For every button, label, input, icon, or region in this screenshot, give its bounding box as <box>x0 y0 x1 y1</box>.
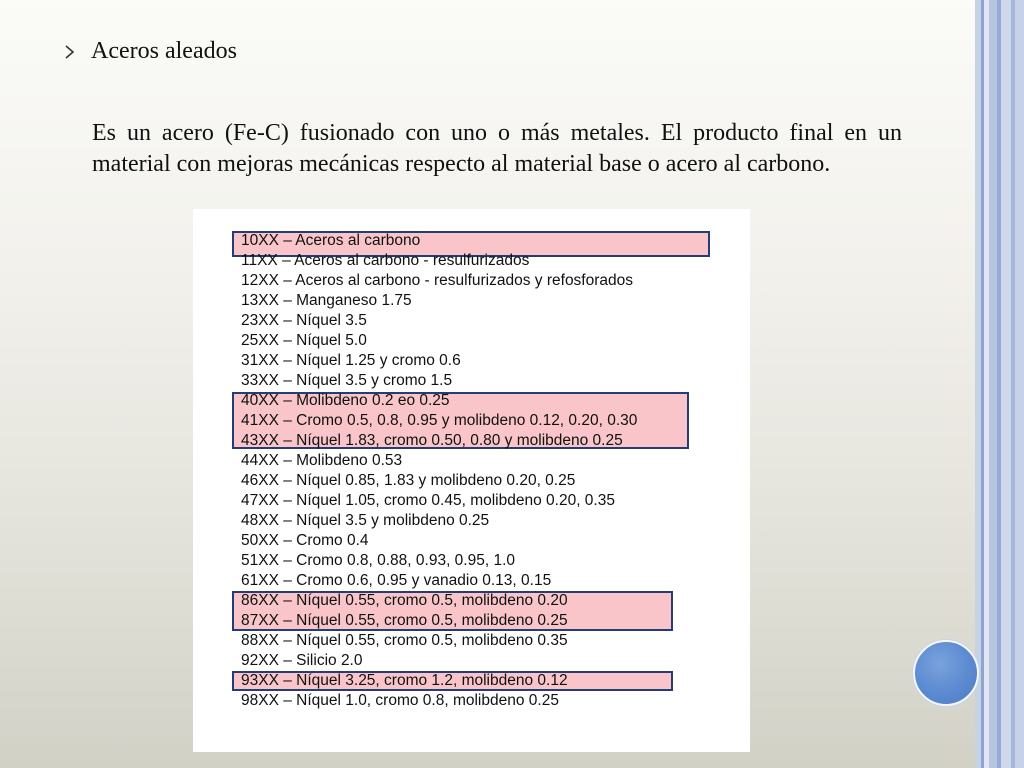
designation-item: 43XX – Níquel 1.83, cromo 0.50, 0.80 y molibdeno 0.25 <box>241 432 623 449</box>
designation-item: 40XX – Molibdeno 0.2 eo 0.25 <box>241 392 450 409</box>
designation-item: 44XX – Molibdeno 0.53 <box>241 452 403 469</box>
designation-item: 98XX – Níquel 1.0, cromo 0.8, molibdeno 0.25 <box>241 692 559 709</box>
designation-item: 87XX – Níquel 0.55, cromo 0.5, molibdeno 0.25 <box>241 612 568 629</box>
designation-item: 31XX – Níquel 1.25 y cromo 0.6 <box>241 352 461 369</box>
designation-item: 48XX – Níquel 3.5 y molibdeno 0.25 <box>241 512 490 529</box>
designation-item: 50XX – Cromo 0.4 <box>241 532 369 549</box>
designation-item: 88XX – Níquel 0.55, cromo 0.5, molibdeno 0.35 <box>241 632 568 649</box>
decorative-side-stripes <box>975 0 1024 768</box>
designation-item: 33XX – Níquel 3.5 y cromo 1.5 <box>241 372 453 389</box>
designation-item: 23XX – Níquel 3.5 <box>241 312 367 329</box>
designation-item: 93XX – Níquel 3.25, cromo 1.2, molibdeno 0.12 <box>241 672 568 689</box>
designation-item: 51XX – Cromo 0.8, 0.88, 0.93, 0.95, 1.0 <box>241 552 516 569</box>
designation-item: 13XX – Manganeso 1.75 <box>241 292 412 309</box>
designation-item: 41XX – Cromo 0.5, 0.8, 0.95 y molibdeno 0.12, 0.20, 0.30 <box>241 412 638 429</box>
bullet-label: Aceros aleados <box>91 38 237 64</box>
decorative-circle <box>913 640 979 706</box>
bullet-item <box>62 38 237 65</box>
designation-item: 47XX – Níquel 1.05, cromo 0.45, molibdeno 0.20, 0.35 <box>241 492 615 509</box>
designation-item: 12XX – Aceros al carbono - resulfurizados y refosforados <box>241 272 634 289</box>
chevron-right-icon <box>62 44 78 60</box>
designation-item: 25XX – Níquel 5.0 <box>241 332 367 349</box>
designation-list <box>241 231 637 711</box>
steel-designation-table <box>193 209 750 752</box>
designation-item: 46XX – Níquel 0.85, 1.83 y molibdeno 0.20, 0.25 <box>241 472 576 489</box>
designation-item: 92XX – Silicio 2.0 <box>241 652 363 669</box>
designation-item: 10XX – Aceros al carbono <box>241 232 421 249</box>
designation-item: 86XX – Níquel 0.55, cromo 0.5, molibdeno 0.20 <box>241 592 568 609</box>
designation-item: 11XX – Aceros al carbono - resulfurizados <box>241 252 530 269</box>
designation-item: 61XX – Cromo 0.6, 0.95 y vanadio 0.13, 0.15 <box>241 572 552 589</box>
definition-paragraph: Es un acero (Fe-C) fusionado con uno o más metales. El producto final en un material con mejoras mecánicas respecto al material base o acero al carbono. <box>92 120 902 177</box>
